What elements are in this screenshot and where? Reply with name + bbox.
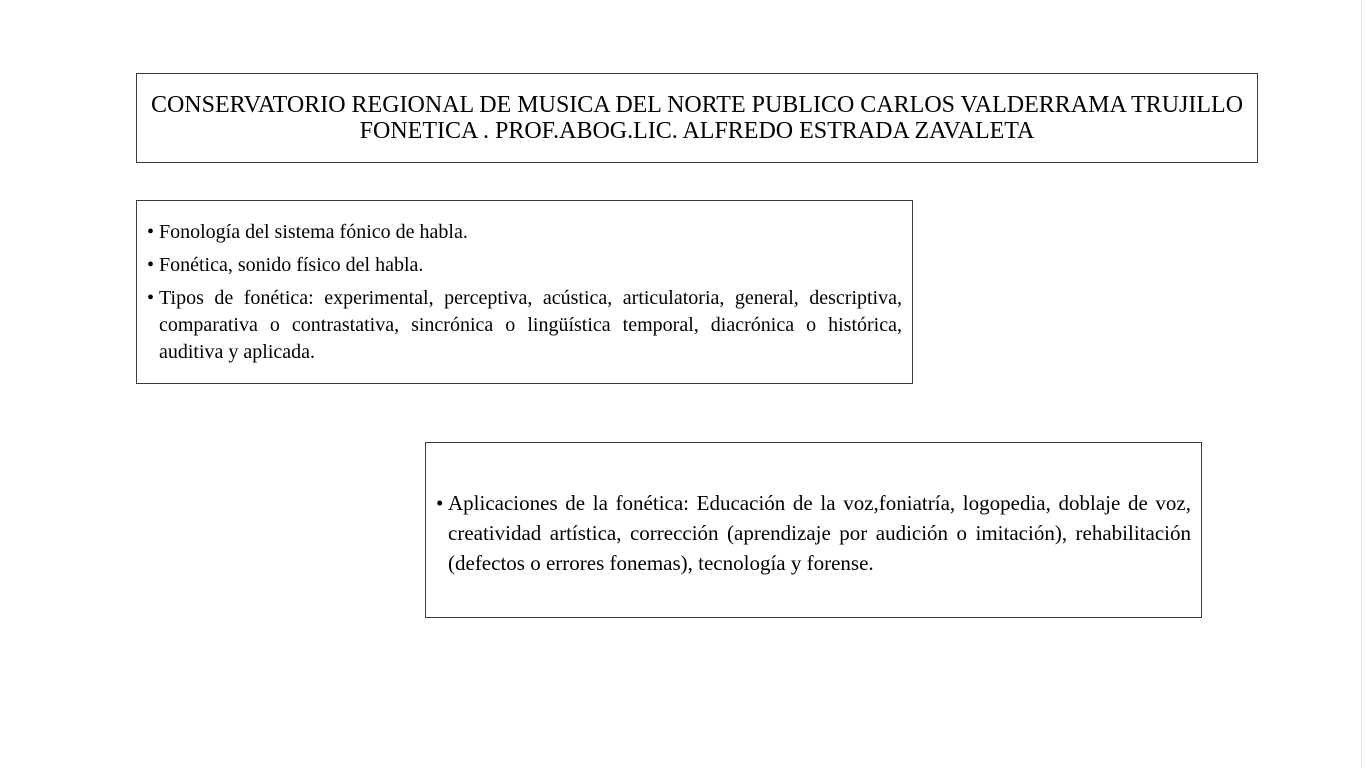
bullet-icon: • <box>147 287 155 309</box>
list-item-text: Fonética, sonido físico del habla. <box>159 254 424 276</box>
bullet-icon: • <box>436 491 444 515</box>
bullet-icon: • <box>147 254 155 276</box>
content-box-aplicaciones <box>425 442 1202 618</box>
bullet-list <box>147 219 902 366</box>
list-item <box>147 285 902 366</box>
bullet-icon: • <box>147 221 155 243</box>
slide-title: CONSERVATORIO REGIONAL DE MUSICA DEL NORTE PUBLICO CARLOS VALDERRAMA TRUJILLO FONETICA . PROF.ABOG.LIC. ALFREDO ESTRADA ZAVALETA <box>150 92 1244 144</box>
content-box-fonetica <box>136 200 913 384</box>
viewport-edge <box>1361 0 1366 768</box>
list-item <box>436 488 1191 578</box>
list-item-text: Fonología del sistema fónico de habla. <box>159 221 468 243</box>
list-item <box>147 252 902 279</box>
title-box <box>136 73 1258 163</box>
list-item-text: Aplicaciones de la fonética: Educación de la voz,foniatría, logopedia, doblaje de voz, creatividad artística, corrección (aprendizaje por audición o imitación), rehabilitación (defectos o errores fonemas), tecnología y forense. <box>448 491 1191 575</box>
list-item-text: Tipos de fonética: experimental, perceptiva, acústica, articulatoria, general, descriptiva, comparativa o contrastativa, sincrónica o lingüística temporal, diacrónica o histórica, auditiva y aplicada. <box>159 287 902 363</box>
bullet-list <box>436 488 1191 578</box>
list-item <box>147 219 902 246</box>
